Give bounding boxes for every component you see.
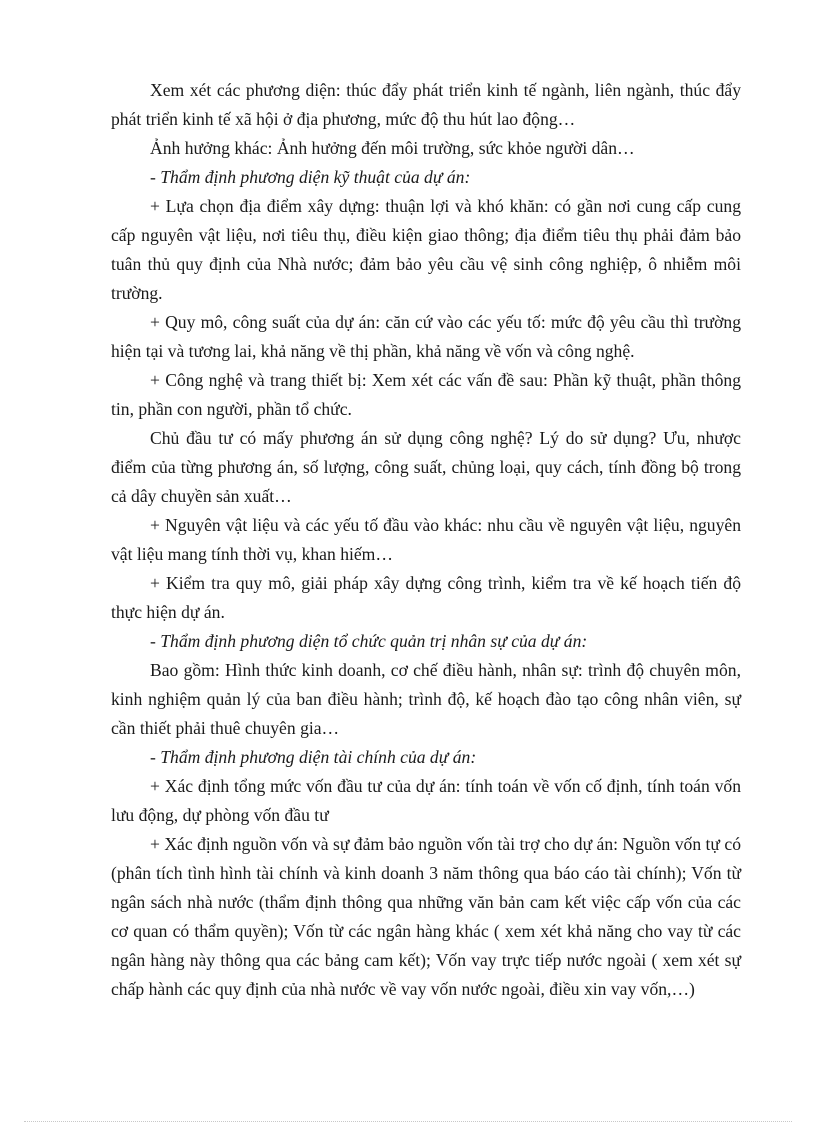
paragraph: + Công nghệ và trang thiết bị: Xem xét các vấn đề sau: Phần kỹ thuật, phần thông tin, phần con người, phần tổ chức.: [111, 370, 741, 419]
paragraph: + Xác định nguồn vốn và sự đảm bảo nguồn vốn tài trợ cho dự án: Nguồn vốn tự có (phân tích tình hình tài chính và kinh doanh 3 năm thông qua báo cáo tài chính); Vốn từ ngân sách nhà nước (thẩm định thông qua những văn bản cam kết việc cấp vốn của các cơ quan có thẩm quyền); Vốn từ các ngân hàng khác ( xem xét khả năng cho vay từ các ngân hàng này thông qua các bảng cam kết); Vốn vay trực tiếp nước ngoài ( xem xét sự chấp hành các quy định của nhà nước về vay vốn nước ngoài, điều xin vay vốn,…): [111, 834, 741, 999]
section-heading: - Thẩm định phương diện tổ chức quản trị nhân sự của dự án:: [150, 631, 588, 651]
paragraph: + Nguyên vật liệu và các yếu tố đầu vào khác: nhu cầu về nguyên vật liệu, nguyên vật liệu mang tính thời vụ, khan hiếm…: [111, 515, 741, 564]
paragraph: + Xác định tổng mức vốn đầu tư của dự án: tính toán về vốn cố định, tính toán vốn lưu động, dự phòng vốn đầu tư: [111, 776, 741, 825]
section-heading: - Thẩm định phương diện tài chính của dự án:: [150, 747, 477, 767]
section-heading: - Thẩm định phương diện kỹ thuật của dự án:: [150, 167, 471, 187]
paragraph: + Kiểm tra quy mô, giải pháp xây dựng công trình, kiểm tra về kế hoạch tiến độ thực hiện dự án.: [111, 573, 741, 622]
paragraph: Xem xét các phương diện: thúc đẩy phát triển kinh tế ngành, liên ngành, thúc đẩy phát triển kinh tế xã hội ở địa phương, mức độ thu hút lao động…: [111, 80, 741, 129]
paragraph: Chủ đầu tư có mấy phương án sử dụng công nghệ? Lý do sử dụng? Ưu, nhược điểm của từng phương án, số lượng, công suất, chủng loại, quy cách, tính đồng bộ trong cả dây chuyền sản xuất…: [111, 428, 741, 506]
paragraph: + Quy mô, công suất của dự án: căn cứ vào các yếu tố: mức độ yêu cầu thì trường hiện tại và tương lai, khả năng về thị phần, khả năng về vốn và công nghệ.: [111, 312, 741, 361]
paragraph: Bao gồm: Hình thức kinh doanh, cơ chế điều hành, nhân sự: trình độ chuyên môn, kinh nghiệm quản lý của ban điều hành; trình độ, kế hoạch đào tạo công nhân viên, sự cần thiết phải thuê chuyên gia…: [111, 660, 741, 738]
paragraph: Ảnh hưởng khác: Ảnh hưởng đến môi trường, sức khỏe người dân…: [150, 138, 635, 158]
document-page: [111, 76, 741, 1004]
page-bottom-divider: [24, 1121, 792, 1122]
paragraph: + Lựa chọn địa điểm xây dựng: thuận lợi và khó khăn: có gần nơi cung cấp cung cấp nguyên vật liệu, nơi tiêu thụ, điều kiện giao thông; địa điểm tiêu thụ phải đảm bảo tuân thủ quy định của Nhà nước; đảm bảo yêu cầu vệ sinh công nghiệp, ô nhiễm môi trường.: [111, 196, 741, 303]
